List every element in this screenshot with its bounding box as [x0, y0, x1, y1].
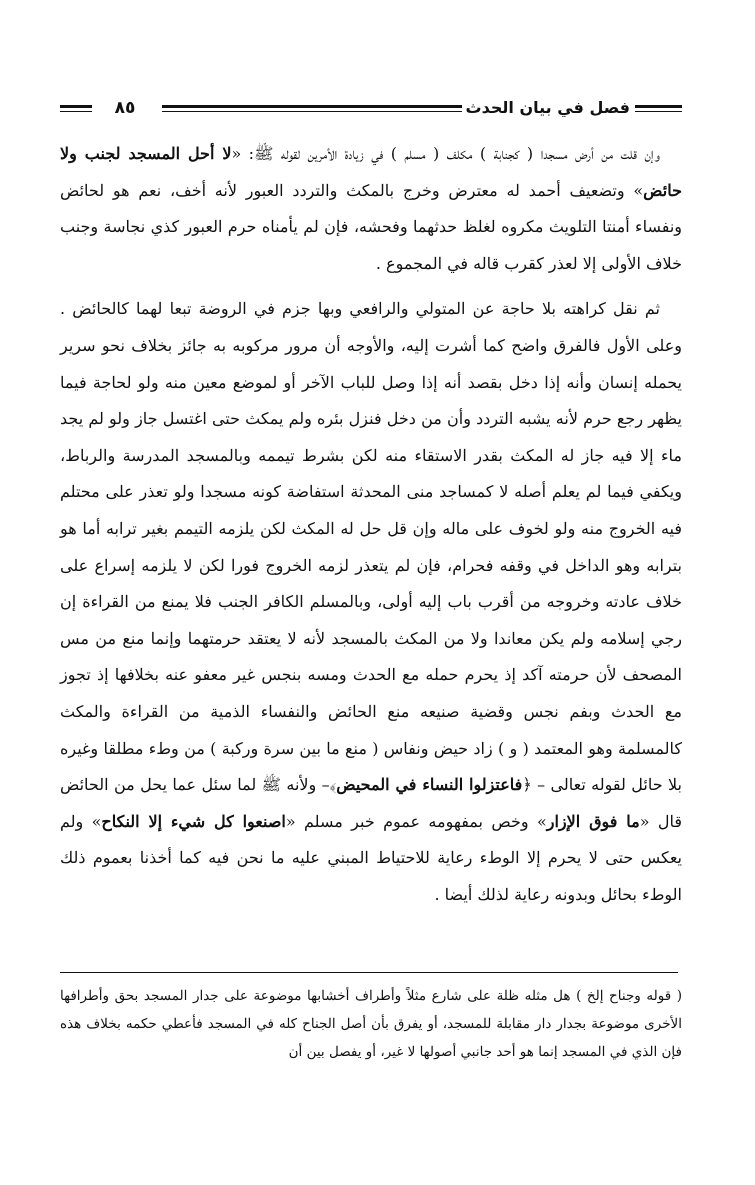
text-run: » وتضعيف أحمد له معترض وخرج بالمكث والتردد العبور لأنه أخف، نعم هو لحائض ونفساء أمنتا التلويث مكروه لغلظ حدثهما وفحشه، فإن لم يأمناه حرم العبور كذي نجاسة وجنب خلاف الأولى إلا لعذر كقرب قاله في المجموع . — [60, 180, 682, 273]
main-text — [60, 136, 682, 913]
paragraph — [60, 291, 682, 913]
text-run: » وخص بمفهومه عموم خبر مسلم « — [285, 811, 547, 831]
text-run: » ولم يعكس حتى لا يحرم إلا الوطء رعاية للاحتياط المبني عليه ما نحن فيه كما أخذنا بعموم ذلك الوطء بحائل وبدونه رعاية لذلك أيضا . — [60, 811, 682, 904]
quran-verse: فاعتزلوا النساء في المحيض — [336, 775, 523, 795]
footnote-rule — [60, 972, 678, 973]
hadith-quote: اصنعوا كل شيء إلا النكاح — [101, 811, 286, 831]
paragraph-gap — [60, 282, 682, 291]
hadith-quote: ما فوق الإزار — [546, 811, 640, 831]
running-title: فصل في بيان الحدث — [465, 98, 630, 117]
text-run: ثم نقل كراهته بلا حاجة عن المتولي والرافعي وبها جزم في الروضة تبعا لهما كالحائض . وعلى الأول فالفرق واضح كما أشرت إليه، والأوجه أن مرور مركوبه به جائز بخلاف نحو سرير يحمله إنسان وأنه إذا دخل بقصد أنه إذا وصل للباب الآخر أو لموضع معين منه ولو لحاجة فيما يظهر رجع حرم لأنه يشبه التردد وأن من دخل فنزل بئره ولم يمكث حتى اغتسل جاز ولو لم يجد ماء إلا فيه جاز له المكث بقدر الاستقاء منه لكن بشرط تيممه وبالمسجد المدرسة والرباط، ويكفي فيما لم يعلم أصله لا كمساجد منى المحدثة استفاضة كونه مسجدا ولو تعذر على محتلم فيه الخروج منه ولو لخوف على ماله وإن قل حل له المكث لكن يلزمه التيمم بغير ترابه أما هو بترابه وهو الداخل في وقفه فحرام، فإن لم يتعذر لزمه الخروج فورا لكن لا يلزمه إسراع على خلاف عادته وخروجه من أقرب باب إليه أولى، وبالمسلم الكافر الجنب فلا يمنع من القراءة إن رجي إسلامه ولم يكن معاندا ولا من المكث بالمسجد لأنه لا يعتقد حرمتهما وإنما منع من مس المصحف لأن حرمته آكد إذ يحرم حمله مع الحدث ومسه بنجس غير معفو عنه بخلافها إذ تجوز مع الحدث وبفم نجس وقضية صنيعه منع الحائض والنفساء الذمية من القراءة والمكث كالمسلمة وهو المعتمد ( و ) زاد حيض ونفاس ( منع ما بين سرة وركبة ) من وطء مطلقا وغيره بلا حائل لقوله تعالى – ﴿ — [60, 299, 683, 795]
hadith-quote: لا أحل المسجد لجنب ولا حائض — [60, 144, 682, 200]
page-number: ٨٥ — [114, 98, 136, 118]
text-run: وإن قلت من أرض مسجدا ( كجنابة ) مكلف ( مسلم ) في زيادة الأمرين لقوله ﷺ: « — [231, 144, 660, 163]
footnote-text: ( قوله وجناح إلخ ) هل مثله ظلة على شارع مثلاً وأطراف أخشابها موضوعة على جدار المسجد بحق وأطرافها الأخرى موضوعة بجدار دار مقابلة للمسجد، أو يفرق بأن أصل الجناح كله في المسجد فأعطي حكمه بخلاف هذه فإن الذي في المسجد إنما هو أحد جانبي أصولها لا غير، أو يفصل بين أن — [60, 988, 682, 1060]
paragraph — [60, 136, 682, 282]
running-header — [60, 96, 682, 124]
header-rule-middle — [162, 105, 462, 112]
text-run: ﴾– ولأنه ﷺ لما سئل عما يحل من الحائض قال « — [60, 775, 683, 831]
header-rule-left — [60, 105, 92, 112]
footnote — [60, 982, 682, 1066]
header-rule-right — [635, 105, 682, 112]
